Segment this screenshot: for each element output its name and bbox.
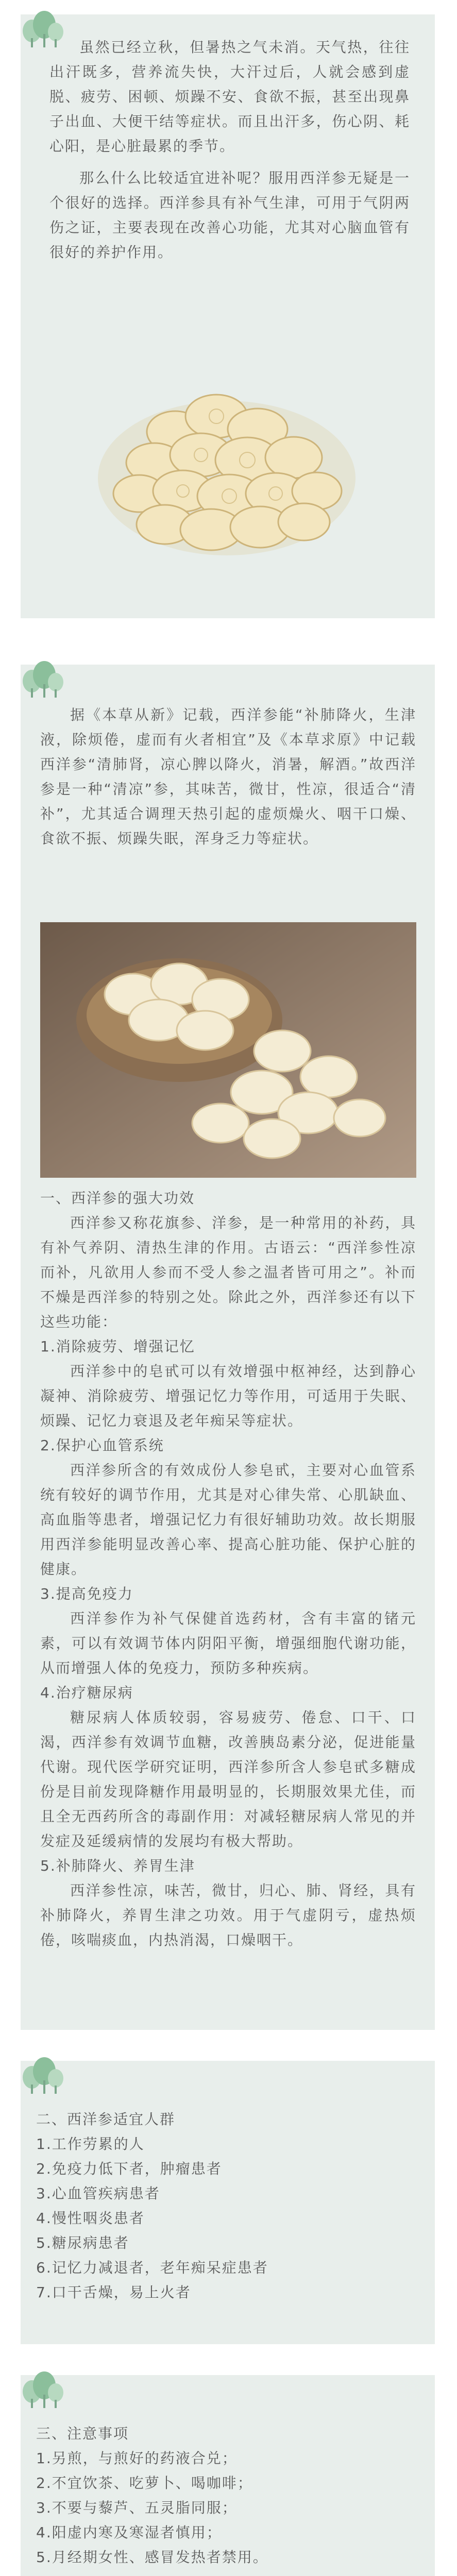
suitable-item: 3.心血管疾病患者 [36, 2185, 160, 2202]
classics-quote-paragraph: 据《本草从新》记载，西洋参能“补肺降火，生津液，除烦倦，虚而有火者相宜”及《本草求原》中记载西洋参“清肺肾，凉心脾以降火，消暑，解酒。”故西洋参是一种“清凉”参，其味苦，微甘，性凉，很适合“清补”，尤其适合调理天热引起的虚烦燥火、咽干口燥、食欲不振、烦躁失眠，浑身乏力等症状。 [40, 706, 416, 847]
effect-3-text: 西洋参作为补气保健首选药材，含有丰富的锗元素，可以有效调节体内阴阳平衡，增强细胞代谢功能，从而增强人体的免疫力，预防多种疾病。 [40, 1610, 416, 1676]
intro-card [21, 14, 435, 618]
effects-intro-paragraph: 西洋参又称花旗参、洋参，是一种常用的补药，具有补气养阴、清热生津的作用。古语云：“西洋参性凉而补，凡欲用人参而不受人参之温者皆可用之”。补而不燥是西洋参的特别之处。除此之外，西洋参还有以下这些功能： [40, 1214, 416, 1330]
suitable-item: 6.记忆力减退者，老年痴呆症患者 [36, 2259, 268, 2276]
effects-card [21, 665, 435, 2030]
precaution-item: 1.另煎，与煎好的药液合兑； [36, 2450, 238, 2467]
effects-heading: 一、西洋参的强大功效 [40, 1190, 195, 1207]
suitable-item: 7.口干舌燥，易上火者 [36, 2284, 191, 2301]
suitable-item: 2.免疫力低下者，肿瘤患者 [36, 2160, 222, 2177]
precaution-item: 4.阳虚内寒及寒湿者慎用； [36, 2524, 222, 2541]
intro-paragraph-2: 那么什么比较适宜进补呢？服用西洋参无疑是一个很好的选择。西洋参具有补气生津，可用于气阴两伤之证，主要表现在改善心功能，尤其对心脑血管有很好的养护作用。 [49, 170, 410, 261]
tree-icon [21, 2057, 65, 2095]
suitable-people-card [21, 2061, 435, 2344]
suitable-people-heading: 二、西洋参适宜人群 [36, 2111, 176, 2128]
effect-4-title: 4.治疗糖尿病 [40, 1684, 133, 1701]
suitable-item: 4.慢性咽炎患者 [36, 2210, 145, 2227]
effect-5-text: 西洋参性凉，味苦，微甘，归心、肺、肾经，具有补肺降火，养胃生津之功效。用于气虚阴亏，虚热烦倦，咳喘痰血，内热消渴，口燥咽干。 [40, 1882, 416, 1948]
suitable-item: 5.糖尿病患者 [36, 2234, 129, 2251]
effect-2-title: 2.保护心血管系统 [40, 1437, 164, 1454]
precaution-item: 3.不要与藜芦、五灵脂同服； [36, 2499, 238, 2516]
ginseng-bowl-image [40, 922, 416, 1178]
precautions-card [21, 2375, 435, 2576]
effect-1-title: 1.消除疲劳、增强记忆 [40, 1338, 195, 1355]
precaution-item: 5.月经期女性、感冒发热者禁用。 [36, 2549, 268, 2566]
effect-4-text: 糖尿病人体质较弱，容易疲劳、倦怠、口干、口渴，西洋参有效调节血糖，改善胰岛素分泌，促进能量代谢。现代医学研究证明，西洋参所含人参皂甙多糖成份是目前发现降糖作用最明显的，长期服效果尤佳，而且全无西药所含的毒副作用：对减轻糖尿病人常见的并发症及延缓病情的发展均有极大帮助。 [40, 1709, 416, 1850]
intro-paragraph-1: 虽然已经立秋，但暑热之气未消。天气热，往往出汗既多，营养流失快，大汗过后，人就会感到虚脱、疲劳、困顿、烦躁不安、食欲不振，甚至出现鼻子出血、大便干结等症状。而且出汗多，伤心阴、耗心阳，是心脏最累的季节。 [49, 39, 410, 155]
tree-icon [21, 660, 65, 699]
effect-2-text: 西洋参所含的有效成份人参皂甙，主要对心血管系统有较好的调节作用，尤其是对心律失常、心肌缺血、高血脂等患者，增强记忆力有很好辅助功效。故长期服用西洋参能明显改善心率、提高心脏功能、保护心脏的健康。 [40, 1462, 416, 1578]
effect-3-title: 3.提高免疫力 [40, 1585, 133, 1602]
effect-5-title: 5.补肺降火、养胃生津 [40, 1857, 195, 1874]
american-ginseng-slices-image [82, 344, 371, 581]
effect-1-text: 西洋参中的皂甙可以有效增强中枢神经，达到静心凝神、消除疲劳、增强记忆力等作用，可适用于失眠、烦躁、记忆力衰退及老年痴呆等症状。 [40, 1363, 416, 1429]
precaution-item: 2.不宜饮茶、吃萝卜、喝咖啡； [36, 2475, 253, 2492]
precautions-heading: 三、注意事项 [36, 2425, 129, 2442]
tree-icon [21, 2371, 65, 2409]
suitable-item: 1.工作劳累的人 [36, 2136, 145, 2153]
